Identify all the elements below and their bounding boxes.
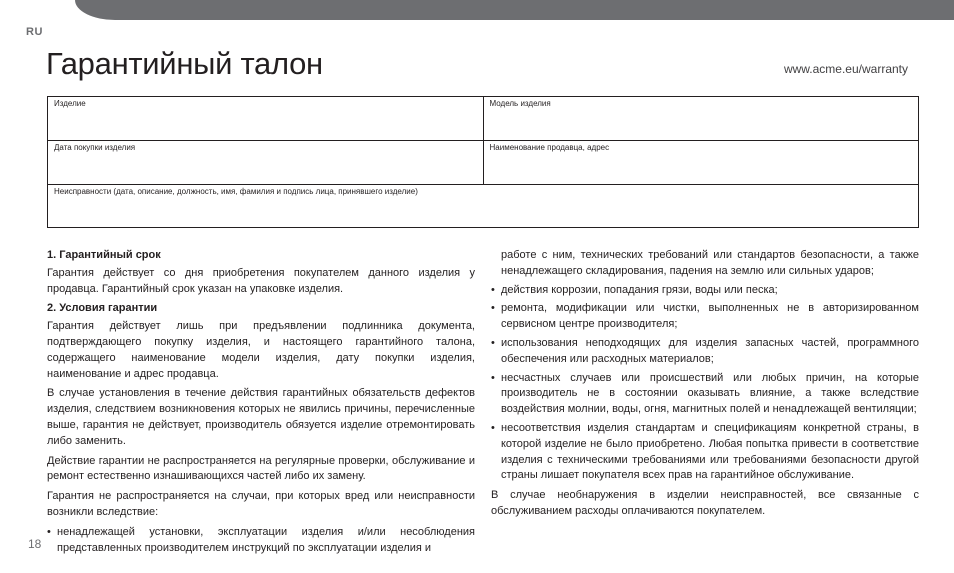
list-item-text: несчастных случаев или происшествий или любых причин, на которые производитель не в состоянии оказывать влияние, а также вследствие воздействия молнии, воды, огня, магнитных полей и ненадлежащей вентиляции; [501, 371, 919, 416]
list-item [47, 525, 475, 557]
warranty-url: www.acme.eu/warranty [783, 62, 908, 76]
product-field[interactable]: Изделие [54, 99, 86, 108]
form-row [48, 141, 918, 185]
list-item [491, 301, 919, 333]
list-item [491, 371, 919, 418]
paragraph: Гарантия не распространяется на случаи, при которых вред или неисправности возникли вследствие: [47, 490, 475, 518]
paragraph: Действие гарантии не распространяется на регулярные проверки, обслуживание и ремонт естественно изнашивающихся частей либо их замену. [47, 454, 475, 483]
list-item [491, 336, 919, 368]
paragraph: В случае установления в течение действия гарантийных обязательств дефектов изделия, следствием возникновения которых не явились причины, перечисленные выше, гарантия не действует, производитель обязуется изделие отремонтировать либо заменить. [47, 387, 475, 447]
bullet: • [491, 336, 495, 349]
language-label: RU [26, 26, 43, 38]
bullet: • [491, 371, 495, 384]
form-row [48, 185, 918, 227]
header-band [75, 0, 954, 20]
bullet: • [47, 525, 51, 538]
defects-field[interactable]: Неисправности (дата, описание, должность, имя, фамилия и подпись лица, принявшего изделие) [54, 187, 418, 196]
section-heading-warranty-conditions: 2. Условия гарантии [47, 302, 158, 315]
list-item [491, 248, 919, 280]
model-field[interactable]: Модель изделия [483, 97, 919, 140]
paragraph: Гарантия действует лишь при предъявлении подлинника документа, подтверждающего покупку изделия, и настоящего гарантийного талона, содержащего наименование модели изделия, дату покупки изделия, наименование и адрес продавца. [47, 320, 475, 380]
list-item-text: ненадлежащей установки, эксплуатации изделия и/или несоблюдения представленных производителем инструкций по эксплуатации изделия и [57, 525, 475, 554]
list-item-text: действия коррозии, попадания грязи, воды или песка; [501, 283, 778, 296]
list-item-text: работе с ним, технических требований или стандартов безопасности, а также ненадлежащего складирования, падения на землю или сильных ударов; [501, 249, 919, 277]
list-item-text: несоответствия изделия стандартам и спецификациям конкретной страны, в которой изделие не было приобретено. Любая попытка привести в соответствие изделия с техническими требованиями или требованиями безопасности другой страны лишает покупателя всех прав на гарантийное обслуживание. [501, 421, 919, 482]
list-item-text: ремонта, модификации или чистки, выполненных не в авторизированном сервисном центре производителя; [501, 302, 919, 331]
page-number: 18 [28, 537, 42, 551]
warranty-form [47, 96, 919, 228]
bullet: • [491, 302, 495, 315]
list-item [491, 421, 919, 484]
exclusions-list-continued [491, 248, 919, 484]
form-row [48, 97, 918, 141]
paragraph: В случае необнаружения в изделии неисправностей, все связанные с обслуживанием расходы оплачиваются покупателем. [491, 489, 919, 517]
bullet: • [491, 283, 495, 296]
paragraph: Гарантия действует со дня приобретения покупателем данного изделия у продавца. Гарантийный срок указан на упаковке изделия. [47, 266, 475, 295]
list-item-text: использования неподходящих для изделия запасных частей, программного обеспечения или расходных материалов; [501, 336, 919, 365]
purchase-date-field[interactable]: Дата покупки изделия [54, 143, 136, 152]
bullet: • [491, 421, 495, 434]
right-column [491, 248, 919, 524]
exclusions-list [47, 525, 475, 557]
seller-field[interactable]: Наименование продавца, адрес [483, 141, 919, 184]
list-item [491, 283, 919, 299]
left-column [47, 248, 475, 560]
page-title: Гарантийный талон [46, 46, 323, 81]
section-heading-warranty-period: 1. Гарантийный срок [47, 249, 161, 261]
